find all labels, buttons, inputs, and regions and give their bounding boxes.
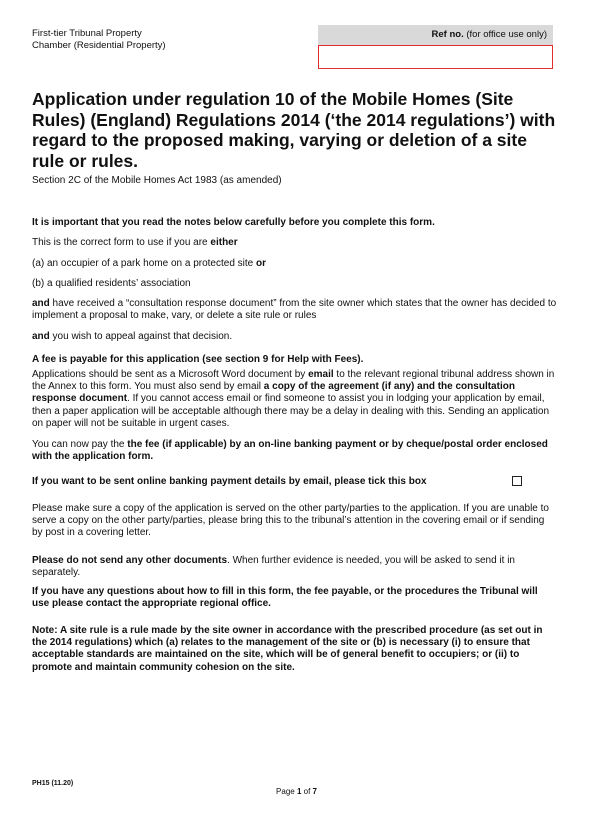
org-line-1: First-tier Tribunal Property (32, 28, 142, 39)
org-line-2: Chamber (Residential Property) (32, 40, 166, 51)
ref-no-note: (for office use only) (466, 29, 547, 40)
site-rule-note: Note: A site rule is a rule made by the site owner in accordance with the prescribed procedure (as set out in the 2014 regulations) which (a) relates to the management of the site or (b) is necessary (i) to ensure that acceptable standards are maintained on the site, which will be of general benefit to occupiers; or (ii) to promote and maintain community cohesion on the site. (32, 625, 543, 673)
payment-text: You can now pay the (32, 439, 128, 450)
form-code: PH15 (11.20) (32, 780, 74, 787)
consultation-paragraph (32, 298, 557, 322)
applications-paragraph (32, 369, 557, 430)
payment-paragraph (32, 439, 557, 463)
page-number (0, 787, 593, 796)
applications-text-1: Applications should be sent as a Microsoft Word document by (32, 369, 309, 380)
page-prefix: Page (276, 787, 297, 796)
option-a (32, 258, 557, 270)
applications-email: email (308, 369, 334, 380)
and-1: and (32, 298, 50, 309)
correct-form-lead: This is the correct form to use if you are (32, 237, 211, 248)
option-a-or: or (256, 258, 267, 269)
page-subtitle: Section 2C of the Mobile Homes Act 1983 (as amended) (32, 175, 282, 186)
option-b: (b) a qualified residents’ association (32, 278, 191, 289)
correct-form-text (32, 237, 557, 249)
ref-no-field[interactable] (318, 45, 553, 69)
no-documents-paragraph (32, 555, 557, 579)
page-title: Application under regulation 10 of the Mobile Homes (Site Rules) (England) Regulations 2014 (‘the 2014 regulations’) with regard to the proposed making, varying or deletion of a site rule or rules. (32, 89, 556, 171)
correct-form-either: either (210, 237, 238, 248)
page-of: of (301, 787, 313, 796)
applications-text-2: to the relevant regional tribunal address shown in the Annex to this form. You must also send by email (32, 369, 555, 393)
online-banking-checkbox[interactable] (512, 476, 522, 486)
page-total: 7 (312, 787, 317, 796)
option-a-text: (a) an occupier of a park home on a protected site (32, 258, 257, 269)
consultation-text: have received a “consultation response document” from the site owner which states that the owner has decided to implement a proposal to make, vary, or delete a site rule or rules (32, 298, 557, 322)
no-documents-text: . When further evidence is needed, you will be asked to send it in separately. (32, 555, 515, 579)
questions-paragraph: If you have any questions about how to fill in this form, the fee payable, or the procedures the Tribunal will use please contact the appropriate regional office. (32, 586, 538, 610)
page-current: 1 (296, 787, 302, 796)
appeal-text: you wish to appeal against that decision. (49, 331, 233, 342)
and-2: and (32, 331, 50, 342)
ref-no-label (318, 25, 553, 45)
ref-no-title: Ref no. (431, 29, 464, 40)
important-notice: It is important that you read the notes below carefully before you complete this form. (32, 217, 435, 228)
payment-bold: the fee (if applicable) by an on-line banking payment or by cheque/postal order enclosed with the application form. (32, 439, 548, 463)
appeal-paragraph (32, 331, 557, 343)
applications-text-3: . If you cannot access email or find someone to assist you in lodging your application by email, then a paper application will be acceptable although there may be a delay in dealing with this. Sending an application on paper will not be suitable in urgent cases. (32, 393, 550, 429)
serve-copy-paragraph: Please make sure a copy of the application is served on the other party/parties to the application. If you are unable to serve a copy on the other party/parties, please bring this to the tribunal’s attention in the covering email or if sending by post in a covering letter. (32, 503, 549, 539)
ref-no-box (318, 25, 553, 71)
online-banking-label: If you want to be sent online banking payment details by email, please tick this box (32, 476, 427, 487)
tribunal-name (32, 28, 166, 52)
applications-bold: a copy of the agreement (if any) and the consultation response document (32, 381, 515, 405)
fee-heading: A fee is payable for this application (see section 9 for Help with Fees). (32, 354, 364, 365)
no-documents-bold: Please do not send any other documents (32, 555, 228, 566)
